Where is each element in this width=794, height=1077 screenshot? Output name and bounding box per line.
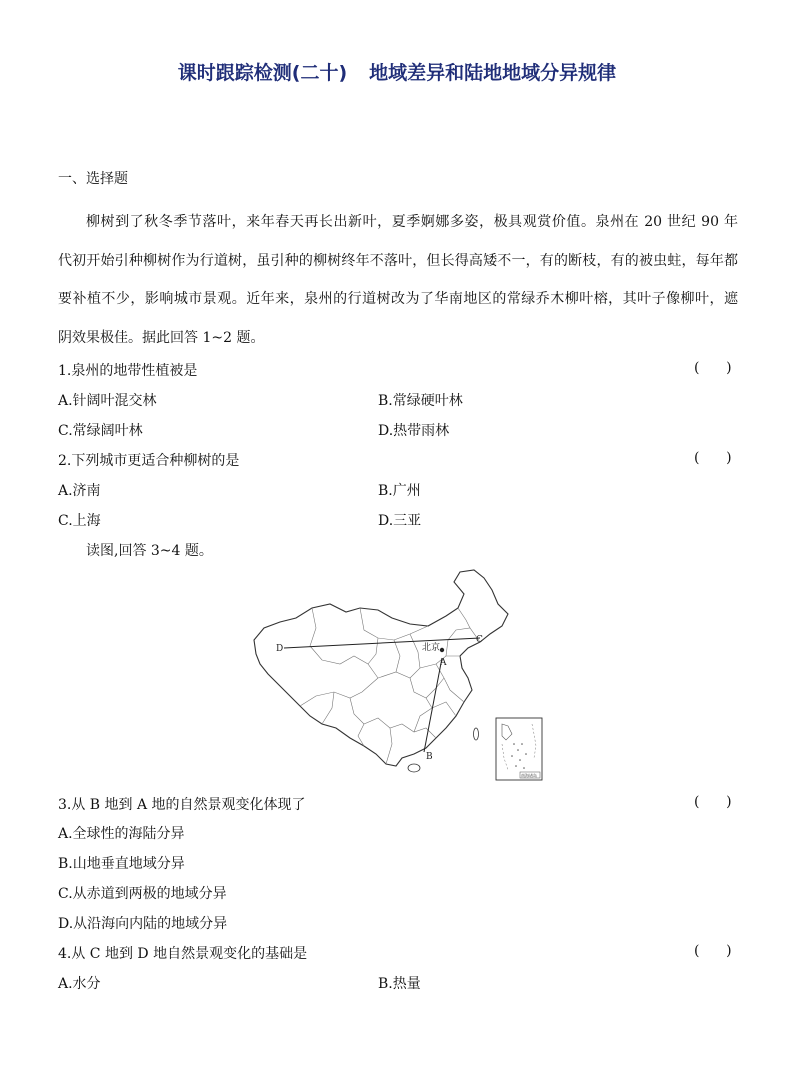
- option: C.上海: [58, 513, 101, 529]
- option: B.山地垂直地域分异: [58, 856, 185, 872]
- map-label-a: A: [440, 658, 447, 668]
- passage-line: 柳树到了秋冬季节落叶，来年春天再长出新叶，夏季婀娜多姿，极具观赏价值。泉州在 20 世纪 90 年: [86, 214, 738, 230]
- map-label-beijing: 北京: [422, 643, 441, 653]
- title-right: 地域差异和陆地地域分异规律: [369, 62, 617, 84]
- option: C.常绿阔叶林: [58, 423, 143, 439]
- passage-line: 要补植不少，影响城市景观。近年来，泉州的行道树改为了华南地区的常绿乔木柳叶榕，其叶子像柳叶，遮: [58, 291, 738, 307]
- option: A.全球性的海陆分异: [58, 826, 185, 842]
- question-stem: 4.从 C 地到 D 地自然景观变化的基础是: [58, 946, 308, 962]
- option: B.常绿硬叶林: [378, 393, 463, 409]
- option: D.从沿海向内陆的地域分异: [58, 916, 228, 932]
- option: B.广州: [378, 483, 421, 499]
- section-heading: 一、选择题: [58, 171, 128, 187]
- china-outline: [254, 570, 508, 766]
- map-label-b: B: [426, 752, 433, 762]
- option: D.热带雨林: [378, 423, 450, 439]
- passage-line: 代初开始引种柳树作为行道树，虽引种的柳树终年不落叶，但长得高矮不一，有的断枝，有的被虫蛀，每年都: [58, 252, 738, 269]
- figure-intro: 读图,回答 3~4 题。: [86, 543, 213, 559]
- beijing-marker: [440, 648, 444, 652]
- inset-label: 南海诸岛: [521, 773, 537, 778]
- answer-blank: ( ): [694, 450, 732, 466]
- south-china-sea-inset: [496, 718, 542, 780]
- question-stem: 2.下列城市更适合种柳树的是: [58, 453, 240, 469]
- province-boundaries: [300, 608, 480, 764]
- passage-line: 阴效果极佳。据此回答 1~2 题。: [58, 329, 265, 346]
- title-left: 课时跟踪检测(二十): [177, 62, 348, 84]
- option: A.针阔叶混交林: [58, 393, 157, 409]
- question-stem: 3.从 B 地到 A 地的自然景观变化体现了: [58, 797, 306, 813]
- china-map: [250, 568, 546, 782]
- taiwan-island: [474, 728, 479, 740]
- option: A.济南: [58, 483, 101, 499]
- option: D.三亚: [378, 513, 422, 529]
- option: B.热量: [378, 976, 421, 992]
- map-label-d: D: [276, 644, 284, 654]
- answer-blank: ( ): [694, 943, 732, 959]
- option: C.从赤道到两极的地域分异: [58, 886, 227, 902]
- china-map-figure: [250, 568, 546, 782]
- passage: [58, 203, 738, 357]
- page-title: [0, 58, 794, 85]
- answer-blank: ( ): [694, 360, 732, 376]
- map-label-c: C: [476, 635, 483, 645]
- question-stem: 1.泉州的地带性植被是: [58, 363, 198, 379]
- option: A.水分: [58, 976, 101, 992]
- transect-line-dc: [284, 638, 480, 648]
- hainan-island: [408, 764, 420, 772]
- answer-blank: ( ): [694, 794, 732, 810]
